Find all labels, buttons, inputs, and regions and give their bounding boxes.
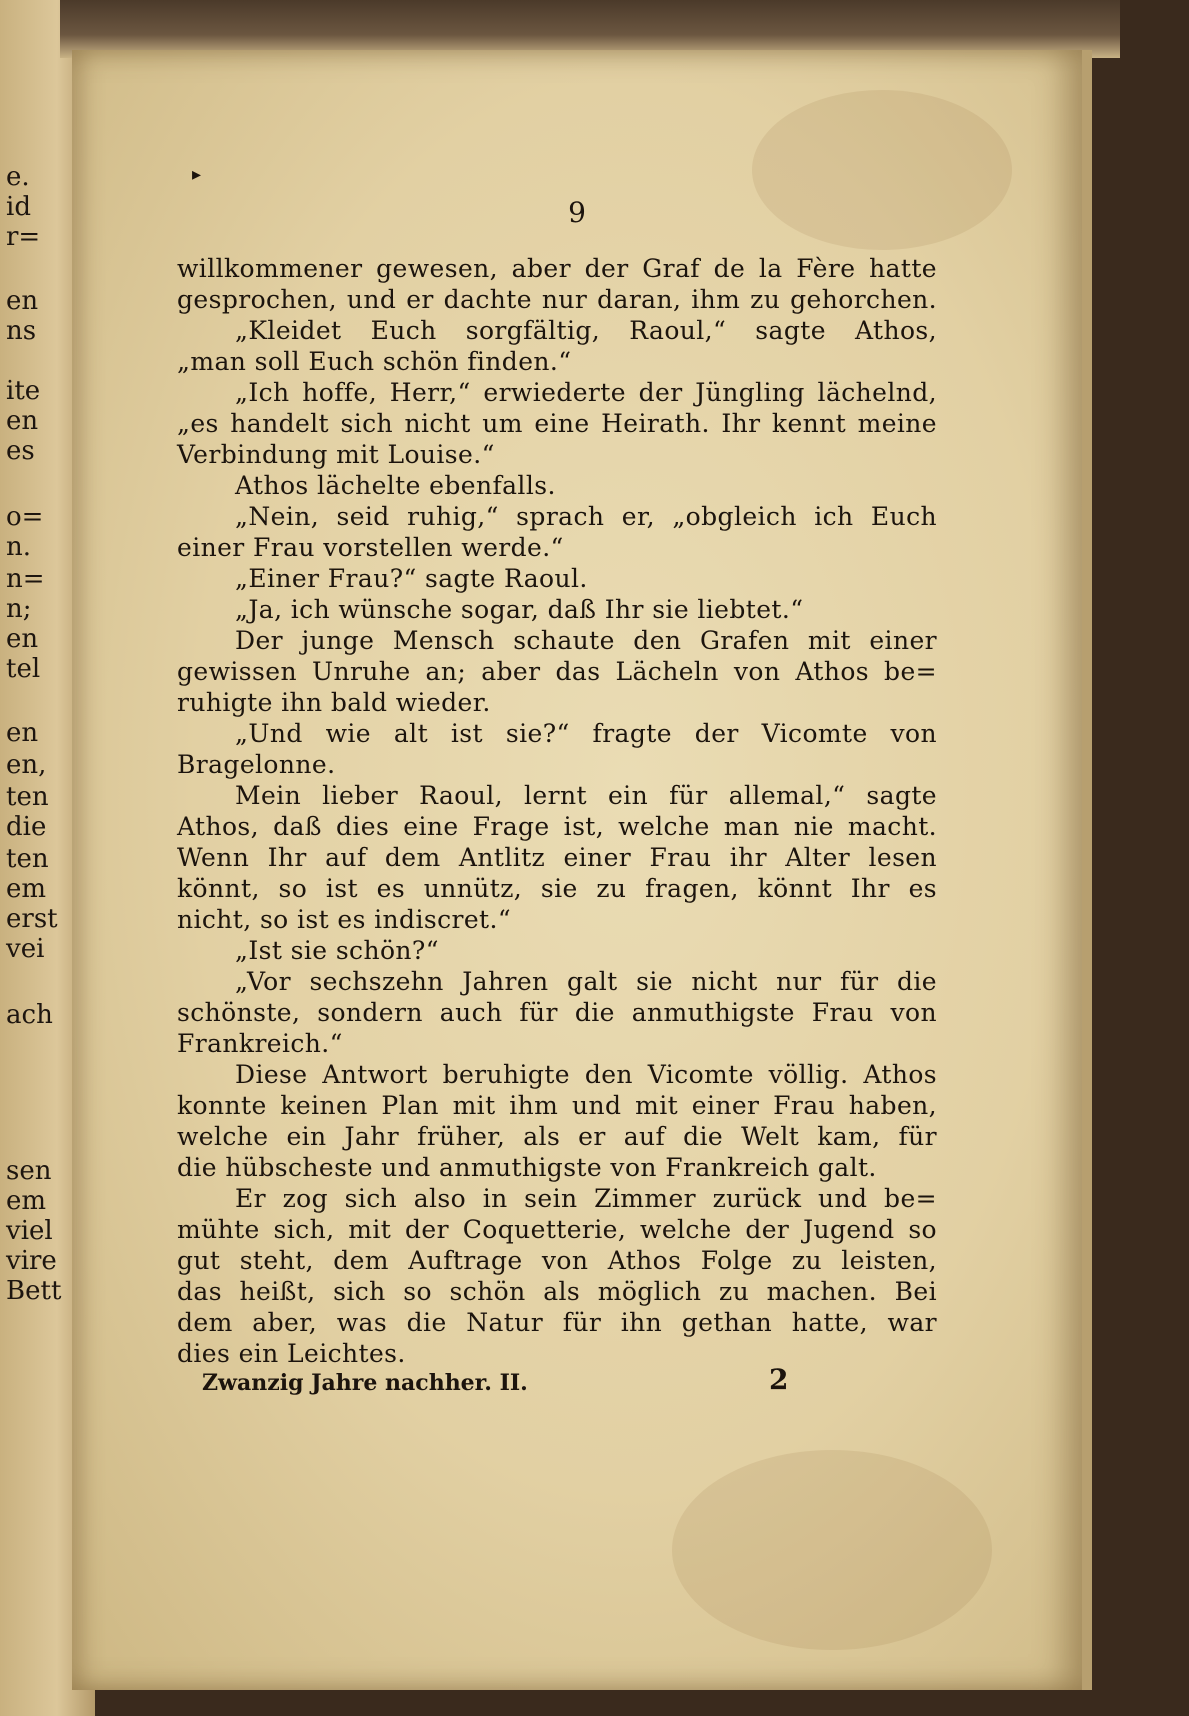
text-line: ruhigte ihn bald wieder. — [177, 688, 491, 717]
left-fragment: id — [6, 192, 31, 222]
left-fragment: tel — [6, 654, 41, 684]
left-fragment: em — [6, 1186, 47, 1216]
text-line: konnte keinen Plan mit ihm und mit einer Frau haben, — [177, 1091, 937, 1120]
text-line: das heißt, sich so schön als möglich zu machen. Bei — [177, 1277, 937, 1306]
left-fragment: em — [6, 874, 47, 904]
text-line: mühte sich, mit der Coquetterie, welche der Jugend so — [177, 1215, 937, 1244]
left-fragment: en — [6, 624, 39, 654]
left-page-text-fragments — [0, 90, 80, 1650]
text-line: Athos lächelte ebenfalls. — [235, 471, 556, 500]
left-fragment: viel — [6, 1216, 53, 1246]
text-line: Er zog sich also in sein Zimmer zurück und be= — [235, 1184, 937, 1213]
text-line: „Ich hoffe, Herr,“ erwiederte der Jüngling lächelnd, — [235, 378, 937, 407]
left-fragment: r= — [6, 222, 41, 252]
left-fragment: vire — [6, 1246, 57, 1276]
text-line: „Einer Frau?“ sagte Raoul. — [235, 564, 588, 593]
text-line: dem aber, was die Natur für ihn gethan hatte, war — [177, 1308, 937, 1337]
text-line: „Ja, ich wünsche sogar, daß Ihr sie liebtet.“ — [235, 595, 804, 624]
text-line: gut steht, dem Auftrage von Athos Folge zu leisten, — [177, 1246, 937, 1275]
text-line: nicht, so ist es indiscret.“ — [177, 905, 512, 934]
text-line: Frankreich.“ — [177, 1029, 343, 1058]
text-line: „man soll Euch schön finden.“ — [177, 347, 572, 376]
text-line: „Und wie alt ist sie?“ fragte der Vicomte von — [235, 719, 937, 748]
left-fragment: ten — [6, 782, 49, 812]
text-line: Athos, daß dies eine Frage ist, welche man nie macht. — [177, 812, 937, 841]
text-line: schönste, sondern auch für die anmuthigste Frau von — [177, 998, 937, 1027]
text-line: Bragelonne. — [177, 750, 336, 779]
text-line: welche ein Jahr früher, als er auf die Welt kam, für — [177, 1122, 937, 1151]
left-fragment: n; — [6, 594, 32, 624]
left-fragment: ite — [6, 376, 41, 406]
left-fragment: es — [6, 436, 35, 466]
text-line: dies ein Leichtes. — [177, 1339, 406, 1368]
left-fragment: n= — [6, 564, 45, 594]
signature-number: 2 — [769, 1363, 789, 1396]
text-line: Der junge Mensch schaute den Grafen mit einer — [235, 626, 937, 655]
text-line: gewissen Unruhe an; aber das Lächeln von Athos be= — [177, 657, 937, 686]
text-line: einer Frau vorstellen werde.“ — [177, 533, 564, 562]
page-number: 9 — [568, 196, 586, 229]
text-line: „Nein, seid ruhig,“ sprach er, „obgleich ich Euch — [235, 502, 937, 531]
text-line: könnt, so ist es unnütz, sie zu fragen, könnt Ihr es — [177, 874, 937, 903]
left-fragment: n. — [6, 532, 32, 562]
left-fragment: o= — [6, 502, 44, 532]
text-line: Wenn Ihr auf dem Antlitz einer Frau ihr Alter lesen — [177, 843, 937, 872]
text-line: „es handelt sich nicht um eine Heirath. Ihr kennt meine — [177, 409, 937, 438]
text-line: „Ist sie schön?“ — [235, 936, 439, 965]
text-line: Diese Antwort beruhigte den Vicomte völlig. Athos — [235, 1060, 937, 1089]
right-page — [72, 50, 1092, 1690]
left-fragment: en — [6, 718, 39, 748]
text-line: gesprochen, und er dachte nur daran, ihm zu gehorchen. — [177, 285, 937, 314]
left-fragment: die — [6, 812, 47, 842]
left-fragment: Bett — [6, 1276, 62, 1306]
left-fragment: sen — [6, 1156, 52, 1186]
text-line: „Kleidet Euch sorgfältig, Raoul,“ sagte Athos, — [235, 316, 937, 345]
left-fragment: ach — [6, 1000, 53, 1030]
left-fragment: ns — [6, 316, 37, 346]
text-line: „Vor sechszehn Jahren galt sie nicht nur für die — [235, 967, 937, 996]
left-fragment: en — [6, 286, 39, 316]
text-line: Verbindung mit Louise.“ — [177, 440, 495, 469]
left-fragment: vei — [6, 934, 45, 964]
text-line: willkommener gewesen, aber der Graf de la Fère hatte — [177, 254, 937, 283]
left-fragment: e. — [6, 162, 30, 192]
left-fragment: ten — [6, 844, 49, 874]
footer-book-title: Zwanzig Jahre nachher. II. — [202, 1370, 528, 1396]
left-fragment: en — [6, 406, 39, 436]
left-fragment: erst — [6, 904, 58, 934]
paper-stain — [672, 1450, 992, 1650]
text-line: Mein lieber Raoul, lernt ein für allemal,“ sagte — [235, 781, 937, 810]
left-fragment: en, — [6, 750, 47, 780]
printer-mark: ▸ — [192, 164, 202, 185]
text-line: die hübscheste und anmuthigste von Frankreich galt. — [177, 1153, 877, 1182]
